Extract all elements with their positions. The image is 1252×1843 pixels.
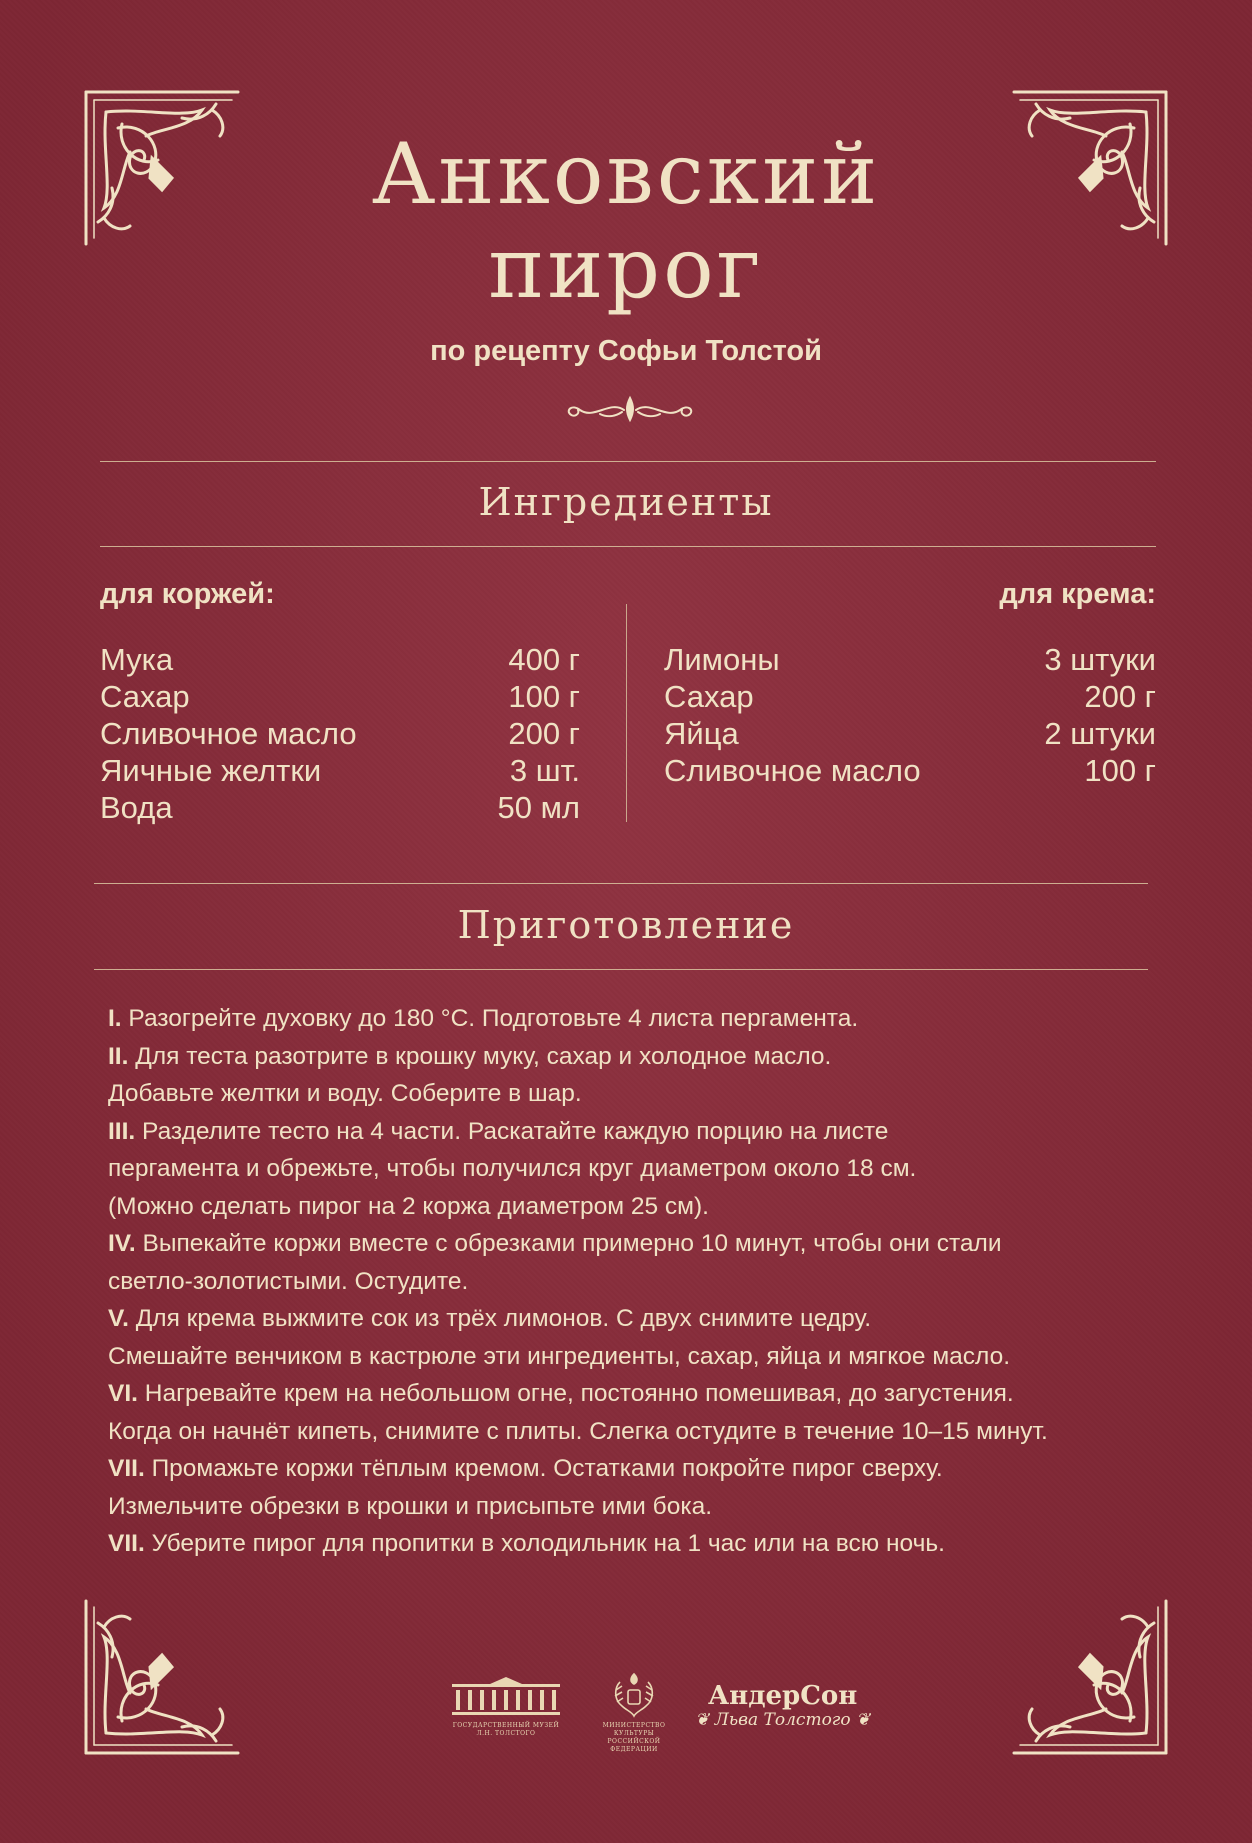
anderson-logo	[695, 1682, 870, 1730]
ministry-caption: МИНИСТЕРСТВО КУЛЬТУРЫ РОССИЙСКОЙ ФЕДЕРАЦИИ	[602, 1722, 666, 1753]
ingredients-heading: Ингредиенты	[478, 480, 774, 524]
step-line	[108, 1000, 1168, 1038]
step-line	[108, 1225, 1168, 1263]
step-text: Измельчите обрезки в крошки и присыпьте ими бока.	[108, 1492, 713, 1520]
step-line	[108, 1525, 1168, 1563]
step-text: пергамента и обрежьте, чтобы получился круг диаметром около 18 см.	[108, 1155, 917, 1182]
step-number: VI.	[108, 1380, 138, 1407]
step-line	[108, 1300, 1168, 1338]
flourish-icon	[560, 392, 700, 426]
ingredient-quantity: 100 г	[1084, 753, 1156, 788]
column-divider	[626, 604, 627, 822]
step-text: Смешайте венчиком в кастрюле эти ингредиенты, сахар, яйца и мягкое масло.	[108, 1342, 1011, 1370]
leaf-icon: ❦	[695, 1710, 715, 1730]
step-number: IV.	[108, 1230, 136, 1257]
step-line	[108, 1038, 1168, 1076]
list-item	[664, 678, 1156, 715]
step-text: (Можно сделать пирог на 2 коржа диаметром 25 см).	[108, 1192, 709, 1220]
ingredient-quantity: 400 г	[508, 642, 580, 677]
cream-ingredients-heading: для крема:	[999, 578, 1156, 610]
ingredient-name: Мука	[100, 642, 174, 677]
list-item	[664, 715, 1156, 752]
step-text: Выпекайте коржи вместе с обрезками примерно 10 минут, чтобы они стали	[135, 1230, 1002, 1257]
step-text: Уберите пирог для пропитки в холодильник на 1 час или на всю ночь.	[144, 1530, 945, 1557]
museum-building-icon	[450, 1676, 562, 1722]
list-item	[100, 678, 580, 715]
crust-ingredients-heading: для коржей:	[100, 578, 275, 610]
step-number: VII.	[108, 1530, 145, 1557]
list-item	[100, 715, 580, 752]
step-number: I.	[108, 1005, 122, 1032]
recipe-title-line-1: Анковский	[371, 125, 881, 223]
list-item	[100, 789, 580, 826]
step-number: V.	[108, 1305, 129, 1332]
step-text: Когда он начнёт кипеть, снимите с плиты. Слегка остудите в течение 10–15 минут.	[108, 1417, 1048, 1445]
preparation-heading: Приготовление	[457, 903, 795, 947]
brand-name: АндерСон	[707, 1681, 858, 1711]
footer-logos	[0, 1660, 1252, 1760]
ingredient-name: Яичные желтки	[100, 753, 322, 788]
step-line	[108, 1488, 1168, 1526]
museum-logo	[450, 1676, 562, 1738]
step-line	[108, 1413, 1168, 1451]
ministry-logo	[592, 1668, 676, 1754]
step-text: Промажьте коржи тёплым кремом. Остатками покройте пирог сверху.	[144, 1455, 943, 1482]
recipe-subtitle: по рецепту Софьи Толстой	[430, 335, 822, 367]
step-line	[108, 1450, 1168, 1488]
step-number: III.	[108, 1117, 136, 1145]
ingredient-name: Лимоны	[664, 642, 780, 677]
step-line	[108, 1075, 1168, 1113]
crust-ingredients-list	[100, 641, 580, 826]
step-text: светло-золотистыми. Остудите.	[108, 1267, 469, 1295]
step-text: Разогрейте духовку до 180 °С. Подготовьте 4 листа пергамента.	[121, 1005, 859, 1032]
eagle-emblem-icon	[592, 1668, 676, 1722]
step-line	[108, 1375, 1168, 1413]
preparation-steps	[108, 1000, 1168, 1563]
brand-subtitle-text: Льва Толстого	[714, 1710, 851, 1730]
ingredient-name: Вода	[100, 790, 173, 825]
step-line	[108, 1338, 1168, 1376]
ingredient-name: Сахар	[664, 679, 754, 714]
list-item	[664, 641, 1156, 678]
ingredient-quantity: 200 г	[508, 716, 580, 751]
ingredient-name: Яйца	[664, 716, 739, 751]
ingredient-quantity: 100 г	[508, 679, 580, 714]
ingredient-quantity: 2 штуки	[1044, 716, 1156, 751]
step-text: Добавьте желтки и воду. Соберите в шар.	[108, 1080, 582, 1107]
step-text: Нагревайте крем на небольшом огне, постоянно помешивая, до загустения.	[137, 1380, 1014, 1407]
recipe-title-line-2: пирог	[488, 219, 764, 317]
divider-line	[100, 546, 1156, 547]
brand-subtitle	[695, 1710, 870, 1730]
divider-line	[100, 461, 1156, 462]
ingredient-name: Сливочное масло	[664, 753, 921, 788]
step-text: Для теста разотрите в крошку муку, сахар и холодное масло.	[128, 1042, 832, 1070]
step-line	[108, 1263, 1168, 1301]
ingredient-quantity: 3 штуки	[1044, 642, 1156, 677]
ingredient-quantity: 50 мл	[497, 790, 580, 825]
ingredient-quantity: 200 г	[1084, 679, 1156, 714]
list-item	[100, 752, 580, 789]
list-item	[100, 641, 580, 678]
cream-ingredients-list	[664, 641, 1156, 789]
museum-caption: ГОСУДАРСТВЕННЫЙ МУЗЕЙ Л.Н. ТОЛСТОГО	[452, 1722, 560, 1737]
step-line	[108, 1113, 1168, 1151]
ingredient-quantity: 3 шт.	[509, 753, 580, 788]
step-number: VII.	[108, 1455, 145, 1482]
divider-line	[94, 883, 1148, 884]
step-line	[108, 1150, 1168, 1188]
step-line	[108, 1188, 1168, 1226]
leaf-icon: ❦	[850, 1710, 871, 1730]
step-text: Для крема выжмите сок из трёх лимонов. С двух снимите цедру.	[128, 1305, 872, 1332]
list-item	[664, 752, 1156, 789]
ingredient-name: Сахар	[100, 679, 190, 714]
step-number: II.	[108, 1042, 129, 1070]
ingredient-name: Сливочное масло	[100, 716, 357, 751]
step-text: Разделите тесто на 4 части. Раскатайте каждую порцию на листе	[135, 1117, 889, 1145]
divider-line	[94, 969, 1148, 970]
